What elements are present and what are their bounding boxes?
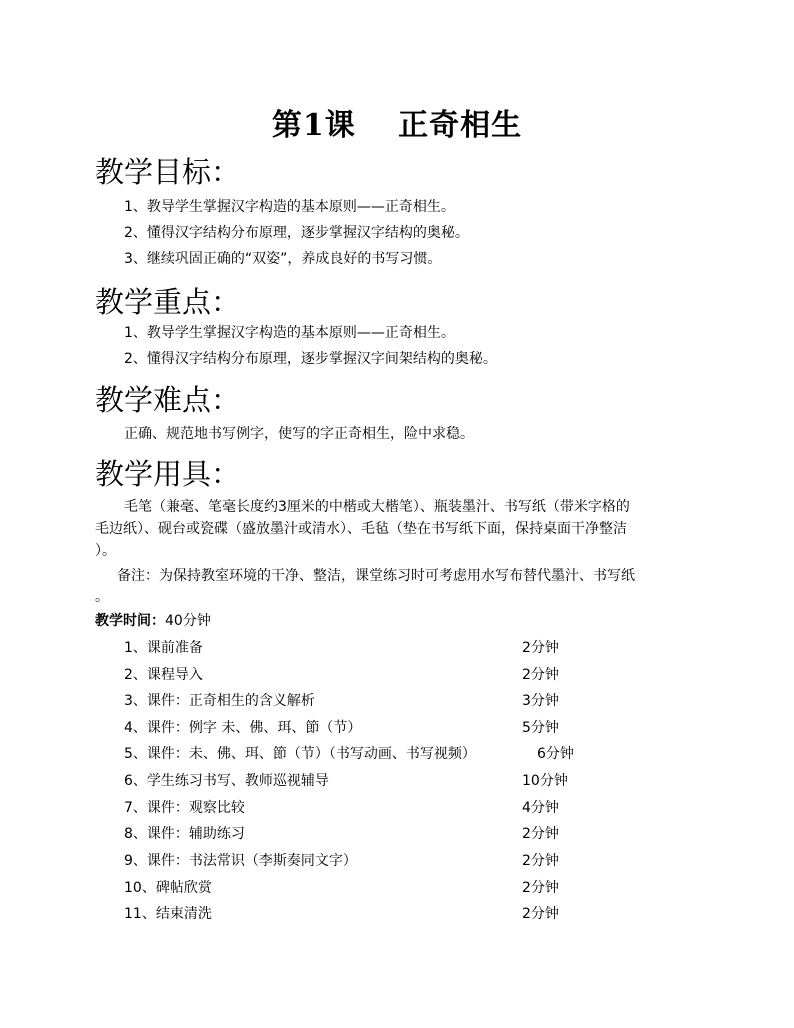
schedule-duration: 4分钟 <box>522 800 559 816</box>
tools-line: 毛笔（兼毫、笔毫长度约3厘米的中楷或大楷笔）、瓶装墨汁、书写纸（带米字格的 <box>124 499 630 515</box>
schedule-item: 4、课件：例字 未、佛、珥、節（节） <box>124 720 362 736</box>
tools-line: ）。 <box>95 543 116 559</box>
schedule-item: 5、课件：未、佛、珥、節（节）（书写动画、书写视频） <box>124 746 476 762</box>
schedule-duration: 5分钟 <box>522 720 559 736</box>
time-row <box>95 610 211 630</box>
schedule-item: 6、学生练习书写、教师巡视辅导 <box>124 773 329 789</box>
schedule-item: 11、结束清洗 <box>124 906 212 922</box>
schedule-duration: 3分钟 <box>522 693 559 709</box>
tools-line: 毛边纸）、砚台或瓷碟（盛放墨汁或清水）、毛毡（垫在书写纸下面，保持桌面干净整洁 <box>95 521 627 537</box>
objective-item: 1、教导学生掌握汉字构造的基本原则——正奇相生。 <box>124 199 455 215</box>
note-line: 备注：为保持教室环境的干净、整洁，课堂练习时可考虑用水写布替代墨汁、书写纸 <box>117 568 635 584</box>
time-value: 40分钟 <box>165 613 211 629</box>
schedule-item: 9、课件：书法常识（李斯奏同文字） <box>124 853 357 869</box>
schedule-item: 7、课件：观察比较 <box>124 800 245 816</box>
schedule-duration: 2分钟 <box>522 853 559 869</box>
page-title: 第1课 正奇相生 <box>271 108 523 143</box>
schedule-item: 1、课前准备 <box>124 640 203 656</box>
objective-item: 3、继续巩固正确的“双姿”，养成良好的书写习惯。 <box>124 251 442 267</box>
schedule-duration: 2分钟 <box>522 667 559 683</box>
schedule-duration: 6分钟 <box>537 746 574 762</box>
objective-item: 2、懂得汉字结构分布原理，逐步掌握汉字结构的奥秘。 <box>124 225 469 241</box>
key-point-item: 2、懂得汉字结构分布原理，逐步掌握汉字间架结构的奥秘。 <box>124 351 497 367</box>
tools-heading: 教学用具： <box>95 457 241 491</box>
schedule-duration: 2分钟 <box>522 880 559 896</box>
difficulties-text: 正确、规范地书写例字，使写的字正奇相生，险中求稳。 <box>124 426 474 442</box>
difficulties-heading: 教学难点： <box>95 383 241 417</box>
key-point-item: 1、教导学生掌握汉字构造的基本原则——正奇相生。 <box>124 325 455 341</box>
schedule-item: 3、课件：正奇相生的含义解析 <box>124 693 315 709</box>
objectives-heading: 教学目标： <box>95 155 241 189</box>
time-label: 教学时间： <box>95 613 165 629</box>
note-line: 。 <box>95 589 109 605</box>
schedule-duration: 10分钟 <box>522 773 568 789</box>
schedule-duration: 2分钟 <box>522 640 559 656</box>
schedule-duration: 2分钟 <box>522 906 559 922</box>
schedule-item: 8、课件：辅助练习 <box>124 826 245 842</box>
schedule-item: 10、碑帖欣赏 <box>124 880 212 896</box>
schedule-duration: 2分钟 <box>522 826 559 842</box>
key-points-heading: 教学重点： <box>95 285 241 319</box>
schedule-item: 2、课程导入 <box>124 667 203 683</box>
